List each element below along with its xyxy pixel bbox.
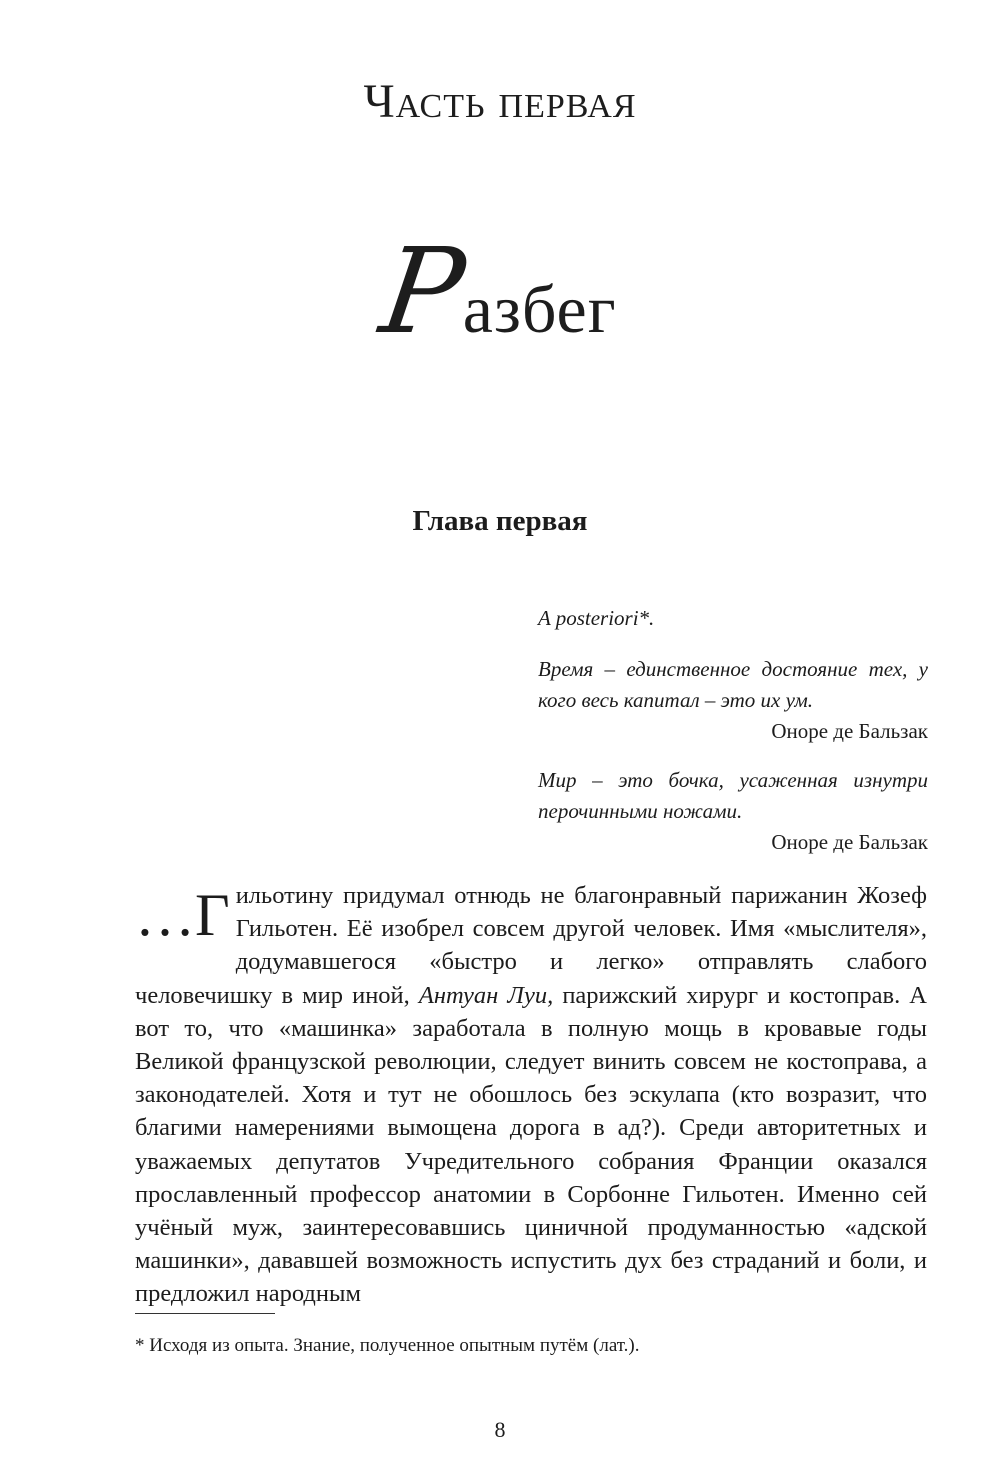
section-title-rest: азбег [462, 271, 617, 347]
epigraph-text: Время – единственное достояние тех, у кого весь капитал – это их ум. [538, 657, 928, 712]
main-text-italic-name: Антуан Луи, [418, 981, 554, 1009]
chapter-title: Глава первая [412, 505, 588, 537]
part-title: Часть первая [363, 75, 637, 128]
epigraph-2 [538, 654, 928, 747]
main-text-part-1: ильотину придумал отнюдь не благонравный парижанин Жозеф Гильотен. Её изобрел совсем другой человек. Имя «мыслителя», додумавшегося «быстро и легко» отправлять слабого человечишку в мир иной, [135, 882, 927, 1009]
main-text [135, 879, 927, 1311]
section-title [0, 222, 1000, 360]
drop-cap [135, 882, 230, 951]
footnote-divider [135, 1313, 275, 1314]
epigraph-1 [538, 603, 928, 634]
epigraph-3 [538, 765, 928, 858]
epigraph-author: Оноре де Бальзак [771, 830, 928, 854]
epigraph-author: Оноре де Бальзак [771, 719, 928, 743]
drop-cap-letter: Г [195, 882, 230, 948]
epigraph-text: A posteriori*. [538, 606, 655, 630]
main-text-part-2: парижский хирург и костоправ. А вот то, что «машинка» заработала в полную мощь в кровавые годы Великой французской революции, следует винить совсем не костоправа, а законодателей. Хотя и тут не обошлось без эскулапа (кто возразит, что благими намерениями вымощена дорога в ад?). Среди авторитетных и уважаемых депутатов Учредительного собрания Франции оказался прославленный профессор анатомии в Сорбонне Гильотен. Именно сей учёный муж, заинтересовавшись циничной продуманностью «адской машинки», дававшей возможность испустить дух без страданий и боли, и предложил народным [135, 981, 927, 1308]
page-number: 8 [494, 1417, 506, 1442]
footnote: * Исходя из опыта. Знание, полученное опытным путём (лат.). [135, 1335, 640, 1356]
drop-cap-ellipsis: … [135, 882, 195, 948]
epigraph-text: Мир – это бочка, усаженная изнутри перочинными ножами. [538, 768, 928, 823]
section-title-initial: Р [373, 222, 473, 360]
